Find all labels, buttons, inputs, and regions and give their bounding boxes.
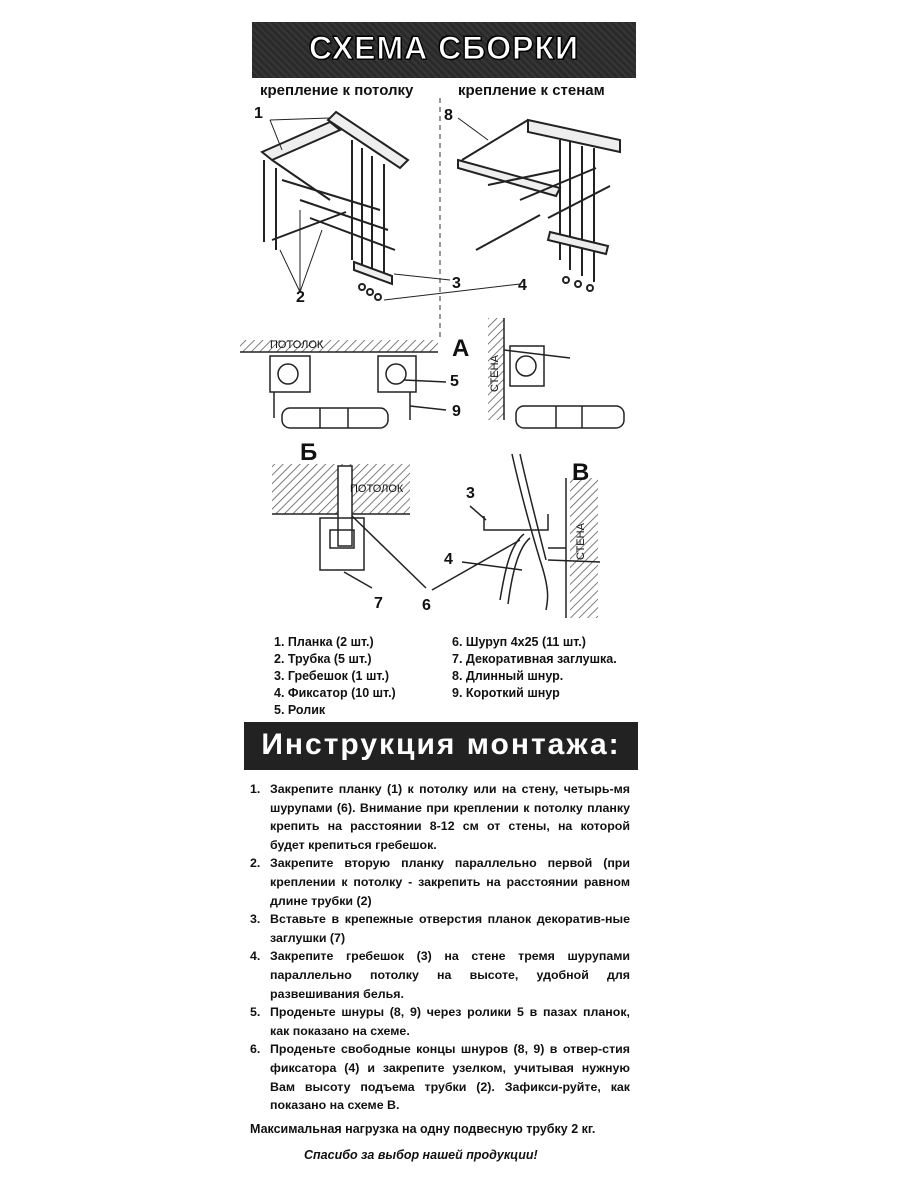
wall-word-a: СТЕНА xyxy=(489,355,501,392)
section-a-label: А xyxy=(452,335,470,362)
wall-mount-drawing xyxy=(458,118,620,291)
section-v-label: В xyxy=(572,459,590,486)
section-b-label: Б xyxy=(300,439,318,466)
legend-item: 1. Планка (2 шт.) xyxy=(274,635,374,649)
page-title: СХЕМА СБОРКИ xyxy=(308,30,580,66)
legend-item: 8. Длинный шнур. xyxy=(452,669,564,683)
section-a-drawing xyxy=(240,318,624,428)
instructions-banner xyxy=(244,722,638,770)
instruction-step: 4. Закрепите гребешок (3) на стене тремя шурупами параллельно потолку на высоте, удобной для развешивания белья. xyxy=(250,949,630,1001)
instruction-step: 3. Вставьте в крепежные отверстия планок декоратив-ные заглушки (7) xyxy=(250,912,630,945)
ceiling-word-b: ПОТОЛОК xyxy=(350,483,404,495)
callout-2: 2 xyxy=(296,289,305,306)
callout-5: 5 xyxy=(450,373,459,390)
instruction-step: 1. Закрепите планку (1) к потолку или на стену, четырь-мя шурупами (6). Внимание при креплении к потолку планку крепить на расстоянии 8-12 см от стены, на которой будет крепиться гребешок. xyxy=(250,782,630,852)
legend-item: 5. Ролик xyxy=(274,703,326,717)
callout-4: 4 xyxy=(518,277,527,294)
legend-item: 4. Фиксатор (10 шт.) xyxy=(274,686,396,700)
instructions-list xyxy=(250,780,630,1115)
wall-mount-label: крепление к стенам xyxy=(458,82,605,99)
legend-left xyxy=(274,634,396,719)
instruction-step: 5. Проденьте шнуры (8, 9) через ролики 5 в пазах планок, как показано на схеме. xyxy=(250,1005,630,1038)
callout-7: 7 xyxy=(374,595,383,612)
instructions-title: Инструкция монтажа: xyxy=(261,728,621,761)
callout-3-v: 3 xyxy=(466,485,475,502)
max-load-note: Максимальная нагрузка на одну подвесную трубку 2 кг. xyxy=(250,1122,596,1136)
callout-3: 3 xyxy=(452,275,461,292)
legend-item: 6. Шуруп 4х25 (11 шт.) xyxy=(452,635,586,649)
callout-8: 8 xyxy=(444,107,453,124)
ceiling-mount-label: крепление к потолку xyxy=(260,82,414,99)
ceiling-word-a: ПОТОЛОК xyxy=(270,339,324,351)
wall-word-v: СТЕНА xyxy=(575,523,587,560)
callout-1: 1 xyxy=(254,105,263,122)
ceiling-mount-drawing xyxy=(262,112,520,300)
legend-right xyxy=(452,634,617,702)
legend-item: 3. Гребешок (1 шт.) xyxy=(274,669,390,683)
thanks-note: Спасибо за выбор нашей продукции! xyxy=(304,1148,538,1162)
callout-9: 9 xyxy=(452,403,461,420)
callout-4-v: 4 xyxy=(444,551,453,568)
legend-item: 7. Декоративная заглушка. xyxy=(452,652,617,666)
legend-item: 2. Трубка (5 шт.) xyxy=(274,652,372,666)
callout-6: 6 xyxy=(422,597,431,614)
instruction-step: 6. Проденьте свободные концы шнуров (8, 9) в отвер-стия фиксатора (4) и закрепите узелком, учитывая нужную Вам высоту подъема трубки (2). Зафикси-руйте, как показано на схеме В. xyxy=(250,1042,630,1113)
legend-item: 9. Короткий шнур xyxy=(452,686,560,700)
instruction-step: 2. Закрепите вторую планку параллельно первой (при креплении к потолку - закрепить на расстоянии равном длине трубки (2) xyxy=(250,856,630,908)
